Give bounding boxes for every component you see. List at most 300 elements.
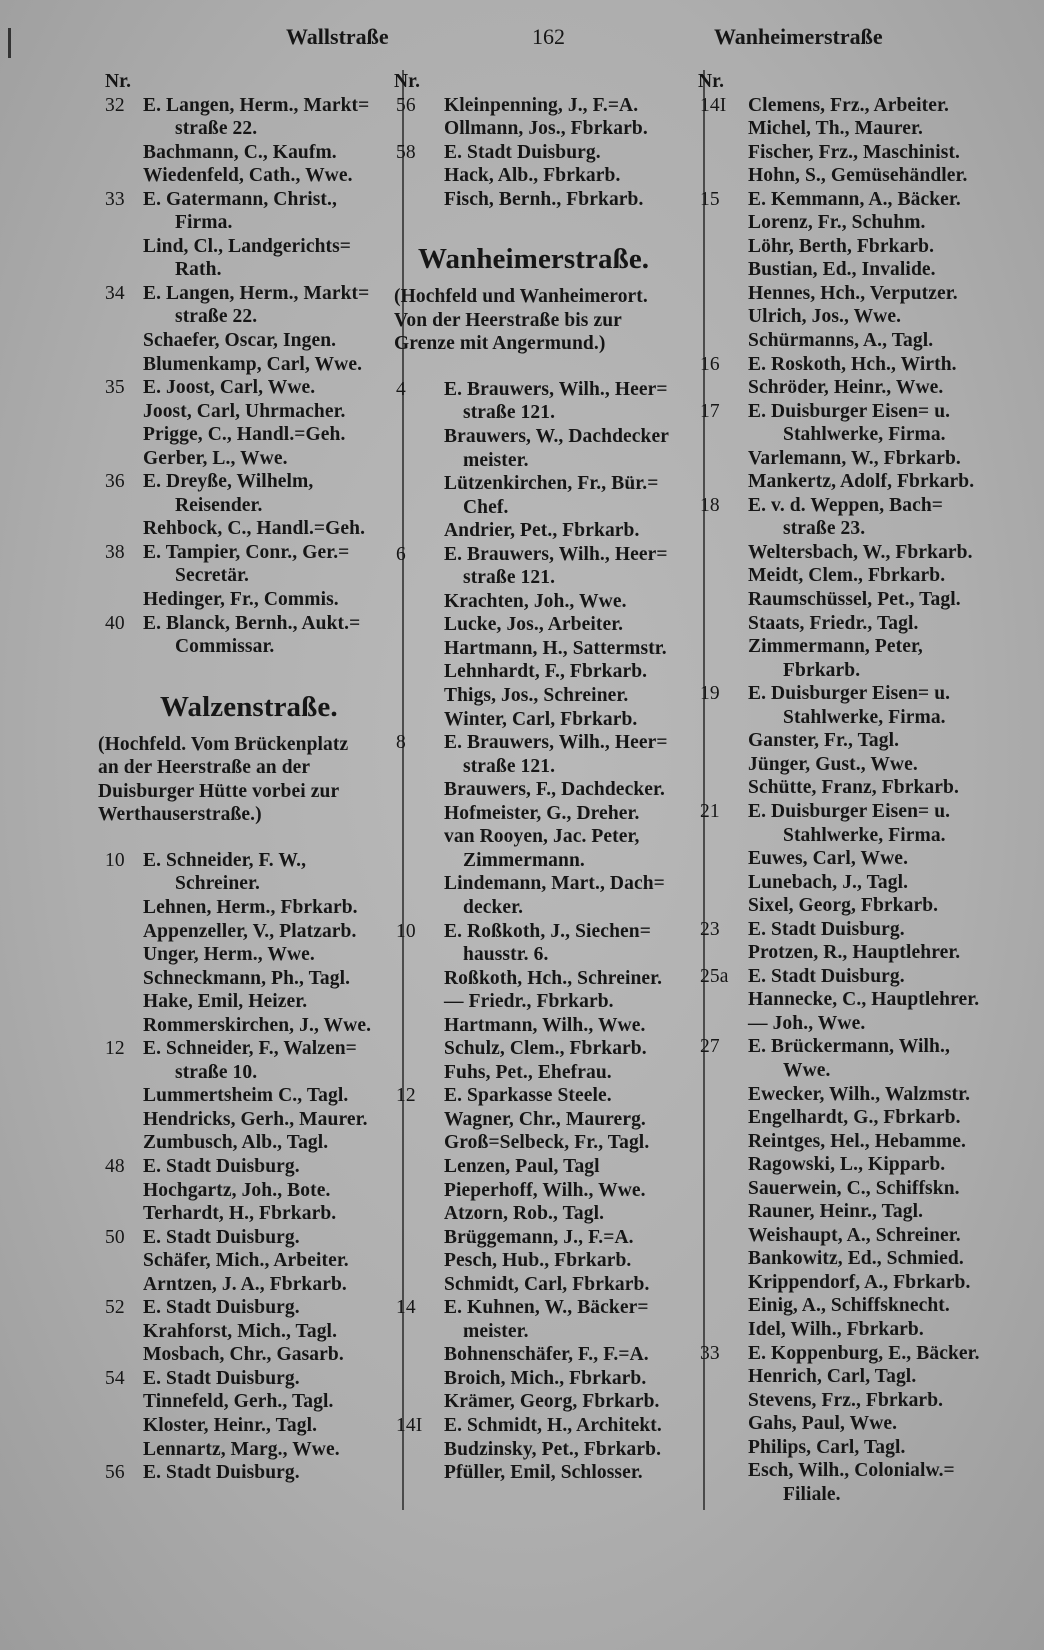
house-entry	[105, 1155, 397, 1179]
resident-entry	[712, 871, 1032, 895]
entry-text: Schmidt, Carl, Fbrkarb.	[444, 1273, 650, 1295]
resident-entry	[712, 1106, 1032, 1130]
entry-text: Hack, Alb., Fbrkarb.	[444, 165, 621, 187]
entry-text: Rauner, Heinr., Tagl.	[748, 1201, 924, 1223]
entry-text: Pesch, Hub., Fbrkarb.	[444, 1250, 632, 1272]
resident-entry	[105, 1084, 397, 1108]
entry-text: E. Joost, Carl, Wwe.	[143, 377, 316, 399]
street-description: Werthauserstraße.)	[98, 804, 262, 826]
entry-text: Hochgartz, Joh., Bote.	[143, 1179, 331, 1201]
entry-text: Brauwers, F., Dachdecker.	[444, 779, 665, 801]
resident-entry	[712, 329, 1032, 353]
entry-text: Weltersbach, W., Fbrkarb.	[748, 541, 973, 563]
resident-entry	[712, 164, 1032, 188]
house-number: 6	[396, 543, 406, 565]
entry-text: Hannecke, C., Hauptlehrer.	[748, 989, 980, 1011]
resident-entry	[408, 1438, 700, 1462]
spacer	[105, 827, 397, 849]
house-entry	[105, 541, 397, 565]
page-number: 162	[532, 24, 565, 49]
resident-entry	[712, 753, 1032, 777]
entry-text: Brauwers, W., Dachdecker	[444, 426, 670, 448]
entry-text: Secretär.	[175, 565, 249, 587]
resident-entry	[712, 941, 1032, 965]
resident-entry	[105, 943, 397, 967]
entry-text: Varlemann, W., Fbrkarb.	[748, 447, 961, 469]
entry-continuation	[408, 496, 700, 520]
house-entry	[700, 682, 1032, 706]
resident-entry	[105, 896, 397, 920]
house-number: 36	[105, 471, 125, 493]
entry-text: Andrier, Pet., Fbrkarb.	[444, 520, 640, 542]
entry-text: Krämer, Georg, Fbrkarb.	[444, 1391, 660, 1413]
spacer	[105, 659, 397, 681]
entry-text: Rath.	[175, 259, 222, 281]
entry-continuation	[105, 258, 397, 282]
entry-text: Hennes, Hch., Verputzer.	[748, 282, 958, 304]
resident-entry	[105, 353, 397, 377]
entry-text: Ollmann, Jos., Fbrkarb.	[444, 118, 648, 140]
house-entry	[700, 494, 1032, 518]
entry-text: Gahs, Paul, Wwe.	[748, 1413, 898, 1435]
house-number: 21	[700, 800, 720, 822]
house-number: 25a	[700, 965, 729, 987]
resident-entry	[105, 1390, 397, 1414]
resident-entry	[712, 847, 1032, 871]
resident-entry	[712, 282, 1032, 306]
house-entry	[105, 849, 397, 873]
entry-text: Henrich, Carl, Tagl.	[748, 1366, 917, 1388]
resident-entry	[712, 305, 1032, 329]
entry-text: Sauerwein, C., Schiffskn.	[748, 1177, 960, 1199]
resident-entry	[408, 188, 700, 212]
house-entry	[105, 1367, 397, 1391]
resident-entry	[712, 141, 1032, 165]
entry-text: E. Stadt Duisburg.	[748, 918, 905, 940]
column-left	[98, 70, 397, 1485]
entry-text: E. Roskoth, Hch., Wirth.	[748, 353, 957, 375]
entry-continuation	[712, 423, 1032, 447]
entry-text: E. Dreyße, Wilhelm,	[143, 471, 314, 493]
resident-entry	[408, 660, 700, 684]
resident-entry	[105, 329, 397, 353]
entry-text: Lunebach, J., Tagl.	[748, 871, 909, 893]
entry-continuation	[712, 824, 1032, 848]
entry-text: Stevens, Frz., Fbrkarb.	[748, 1389, 944, 1411]
entry-text: Lucke, Jos., Arbeiter.	[444, 614, 624, 636]
resident-entry	[408, 1155, 700, 1179]
house-number: 17	[700, 400, 720, 422]
entry-text: Wagner, Chr., Maurerg.	[444, 1108, 646, 1130]
entry-text: Lind, Cl., Landgerichts=	[143, 235, 352, 257]
house-number: 15	[700, 188, 720, 210]
house-entry	[700, 353, 1032, 377]
entry-text: Philips, Carl, Tagl.	[748, 1436, 906, 1458]
resident-entry	[408, 872, 700, 896]
house-number: 50	[105, 1226, 125, 1248]
entry-text: Stahlwerke, Firma.	[783, 824, 946, 846]
entry-text: Idel, Wilh., Fbrkarb.	[748, 1318, 924, 1340]
house-number: 12	[396, 1085, 416, 1107]
entry-text: Lehnen, Herm., Fbrkarb.	[143, 896, 358, 918]
entry-text: Krippendorf, A., Fbrkarb.	[748, 1271, 971, 1293]
entry-text: Bachmann, C., Kaufm.	[143, 141, 337, 163]
house-number: 10	[396, 920, 416, 942]
entry-text: Kleinpenning, J., F.=A.	[444, 94, 639, 116]
entry-continuation	[712, 1059, 1032, 1083]
resident-entry	[712, 1412, 1032, 1436]
house-number: 27	[700, 1036, 720, 1058]
entry-text: Mankertz, Adolf, Fbrkarb.	[748, 471, 975, 493]
house-entry	[396, 731, 700, 755]
entry-text: Schröder, Heinr., Wwe.	[748, 377, 944, 399]
resident-entry	[712, 894, 1032, 918]
entry-text: E. Brauwers, Wilh., Heer=	[444, 543, 668, 565]
house-entry	[700, 965, 1032, 989]
entry-text: Weishaupt, A., Schreiner.	[748, 1224, 961, 1246]
house-number: 12	[105, 1038, 125, 1060]
resident-entry	[105, 1320, 397, 1344]
entry-text: Schaefer, Oscar, Ingen.	[143, 330, 337, 352]
entry-text: straße 10.	[175, 1061, 258, 1083]
entry-continuation	[712, 1483, 1032, 1507]
entry-continuation	[408, 755, 700, 779]
entry-text: straße 23.	[783, 518, 866, 540]
entry-text: Pieperhoff, Wilh., Wwe.	[444, 1179, 646, 1201]
resident-entry	[712, 1200, 1032, 1224]
house-number: 14I	[396, 1414, 423, 1436]
resident-entry	[408, 1461, 700, 1485]
resident-entry	[712, 447, 1032, 471]
entry-text: Lenzen, Paul, Tagl	[444, 1155, 600, 1177]
resident-entry	[408, 1202, 700, 1226]
column-middle	[394, 70, 700, 1485]
entry-text: Fuhs, Pet., Ehefrau.	[444, 1061, 612, 1083]
resident-entry	[105, 967, 397, 991]
running-head-left: Wallstraße	[286, 24, 389, 49]
entry-text: E. Stadt Duisburg.	[143, 1462, 300, 1484]
entry-text: Thigs, Jos., Schreiner.	[444, 685, 629, 707]
entry-text: Appenzeller, V., Platzarb.	[143, 920, 357, 942]
entry-text: Bustian, Ed., Invalide.	[748, 259, 936, 281]
entry-text: E. Stadt Duisburg.	[143, 1226, 300, 1248]
entry-text: Lützenkirchen, Fr., Bür.=	[444, 473, 659, 495]
resident-entry	[105, 164, 397, 188]
house-entry	[105, 94, 397, 118]
entry-text: Zumbusch, Alb., Tagl.	[143, 1132, 329, 1154]
entry-text: Reintges, Hel., Hebamme.	[748, 1130, 966, 1152]
house-number: 4	[396, 378, 406, 400]
house-entry	[396, 920, 700, 944]
entry-text: Brüggemann, J., F.=A.	[444, 1226, 634, 1248]
resident-entry	[712, 1271, 1032, 1295]
entry-text: Kloster, Heinr., Tagl.	[143, 1414, 318, 1436]
entry-continuation	[105, 494, 397, 518]
resident-entry	[712, 1436, 1032, 1460]
entry-text: Ewecker, Wilh., Walzmstr.	[748, 1083, 971, 1105]
resident-entry	[712, 1130, 1032, 1154]
entry-text: Schneckmann, Ph., Tagl.	[143, 967, 351, 989]
entry-text: Zimmermann.	[463, 849, 585, 871]
house-number: 52	[105, 1297, 125, 1319]
entry-text: Lummertsheim C., Tagl.	[143, 1085, 349, 1107]
entry-text: E. Gatermann, Christ.,	[143, 188, 337, 210]
street-heading: Walzenstraße.	[160, 690, 338, 723]
house-entry	[105, 1461, 397, 1485]
house-entry	[105, 612, 397, 636]
entry-text: Filiale.	[783, 1483, 841, 1505]
resident-entry	[712, 470, 1032, 494]
entry-text: Commissar.	[175, 636, 275, 658]
entry-text: Atzorn, Rob., Tagl.	[444, 1203, 605, 1225]
entry-text: E. Blanck, Bernh., Aukt.=	[143, 612, 361, 634]
house-entry	[396, 141, 700, 165]
resident-entry	[105, 1014, 397, 1038]
entry-text: E. Kuhnen, W., Bäcker=	[444, 1297, 649, 1319]
entry-text: straße 121.	[463, 567, 556, 589]
house-number: 10	[105, 849, 125, 871]
resident-entry	[408, 778, 700, 802]
entry-text: Winter, Carl, Fbrkarb.	[444, 708, 638, 730]
resident-entry	[408, 1226, 700, 1250]
house-entry	[105, 1037, 397, 1061]
house-number: 58	[396, 141, 416, 163]
resident-entry	[408, 1061, 700, 1085]
house-number: 16	[700, 353, 720, 375]
house-number: 33	[700, 1342, 720, 1364]
entry-text: Clemens, Frz., Arbeiter.	[748, 94, 949, 116]
entry-continuation	[408, 566, 700, 590]
page-edge-mark	[8, 28, 11, 58]
entry-text: Gerber, L., Wwe.	[143, 447, 288, 469]
spacer	[408, 211, 700, 233]
resident-entry	[105, 400, 397, 424]
house-entry	[396, 378, 700, 402]
entry-text: Terhardt, H., Fbrkarb.	[143, 1203, 337, 1225]
entry-text: E. Roßkoth, J., Siechen=	[444, 920, 651, 942]
resident-entry	[408, 117, 700, 141]
entry-text: Ganster, Fr., Tagl.	[748, 730, 900, 752]
street-description: Von der Heerstraße bis zur	[394, 309, 622, 331]
resident-entry	[712, 1012, 1032, 1036]
resident-entry	[105, 1202, 397, 1226]
resident-entry	[712, 1318, 1032, 1342]
number-column-label: Nr.	[698, 71, 725, 92]
house-entry	[396, 543, 700, 567]
house-number: 8	[396, 732, 406, 754]
resident-entry	[712, 117, 1032, 141]
column-right	[698, 70, 1032, 1506]
resident-entry	[712, 588, 1032, 612]
house-entry	[396, 1084, 700, 1108]
entry-text: Arntzen, J. A., Fbrkarb.	[143, 1273, 347, 1295]
entry-text: Ragowski, L., Kipparb.	[748, 1154, 946, 1176]
resident-entry	[105, 447, 397, 471]
entry-text: meister.	[463, 449, 529, 471]
resident-entry	[712, 235, 1032, 259]
entry-continuation	[408, 1320, 700, 1344]
entry-continuation	[408, 449, 700, 473]
entry-text: E. Langen, Herm., Markt=	[143, 94, 370, 116]
entry-text: Jünger, Gust., Wwe.	[748, 753, 918, 775]
entry-text: E. Duisburger Eisen= u.	[748, 683, 951, 705]
resident-entry	[712, 1365, 1032, 1389]
house-entry	[105, 1296, 397, 1320]
house-number: 19	[700, 683, 720, 705]
house-entry	[105, 188, 397, 212]
resident-entry	[712, 1389, 1032, 1413]
entry-text: Hartmann, Wilh., Wwe.	[444, 1014, 646, 1036]
entry-text: Protzen, R., Hauptlehrer.	[748, 942, 961, 964]
entry-continuation	[105, 635, 397, 659]
entry-text: Staats, Friedr., Tagl.	[748, 612, 919, 634]
house-number: 56	[105, 1462, 125, 1484]
entry-continuation	[712, 517, 1032, 541]
house-number: 34	[105, 282, 125, 304]
entry-text: Hohn, S., Gemüsehändler.	[748, 165, 968, 187]
entry-text: Lennartz, Marg., Wwe.	[143, 1438, 340, 1460]
number-column-label: Nr.	[105, 71, 132, 92]
resident-entry	[408, 472, 700, 496]
house-number: 14I	[700, 94, 727, 116]
entry-text: Zimmermann, Peter,	[748, 636, 923, 658]
entry-text: Hake, Emil, Heizer.	[143, 991, 308, 1013]
entry-text: Krachten, Joh., Wwe.	[444, 590, 627, 612]
house-entry	[396, 1296, 700, 1320]
resident-entry	[712, 376, 1032, 400]
resident-entry	[408, 967, 700, 991]
entry-text: Hofmeister, G., Dreher.	[444, 802, 640, 824]
house-entry	[700, 94, 1032, 118]
entry-text: straße 121.	[463, 402, 556, 424]
resident-entry	[408, 1108, 700, 1132]
entry-text: straße 22.	[175, 118, 258, 140]
resident-entry	[105, 1179, 397, 1203]
house-number: 48	[105, 1155, 125, 1177]
resident-entry	[105, 1343, 397, 1367]
entry-text: Fischer, Frz., Maschinist.	[748, 141, 961, 163]
entry-text: Raumschüssel, Pet., Tagl.	[748, 589, 961, 611]
house-entry	[700, 918, 1032, 942]
resident-entry	[408, 613, 700, 637]
resident-entry	[105, 235, 397, 259]
resident-entry	[408, 164, 700, 188]
entry-continuation	[105, 872, 397, 896]
house-number: 18	[700, 494, 720, 516]
entry-text: Rehbock, C., Handl.=Geh.	[143, 518, 366, 540]
entry-text: Euwes, Carl, Wwe.	[748, 848, 909, 870]
house-number: 54	[105, 1367, 125, 1389]
entry-text: Schäfer, Mich., Arbeiter.	[143, 1250, 349, 1272]
number-column-label: Nr.	[394, 71, 421, 92]
entry-text: E. Tampier, Conr., Ger.=	[143, 541, 350, 563]
entry-text: Ulrich, Jos., Wwe.	[748, 306, 902, 328]
entry-text: E. v. d. Weppen, Bach=	[748, 494, 944, 516]
resident-entry	[712, 635, 1032, 659]
entry-text: Schürmanns, A., Tagl.	[748, 330, 934, 352]
house-entry	[396, 94, 700, 118]
entry-text: E. Schmidt, H., Architekt.	[444, 1414, 662, 1436]
entry-text: Joost, Carl, Uhrmacher.	[143, 400, 346, 422]
entry-text: — Joh., Wwe.	[748, 1012, 866, 1034]
entry-text: E. Kemmann, A., Bäcker.	[748, 188, 961, 210]
house-number: 56	[396, 94, 416, 116]
resident-entry	[408, 802, 700, 826]
resident-entry	[105, 517, 397, 541]
street-description: an der Heerstraße an der	[98, 757, 311, 779]
entry-text: Hartmann, H., Sattermstr.	[444, 637, 667, 659]
resident-entry	[712, 541, 1032, 565]
entry-text: Schütte, Franz, Fbrkarb.	[748, 777, 959, 799]
entry-text: meister.	[463, 1320, 529, 1342]
entry-continuation	[712, 706, 1032, 730]
resident-entry	[408, 1390, 700, 1414]
street-description: Duisburger Hütte vorbei zur	[98, 780, 340, 802]
resident-entry	[408, 1343, 700, 1367]
house-entry	[700, 400, 1032, 424]
resident-entry	[712, 612, 1032, 636]
entry-text: E. Sparkasse Steele.	[444, 1085, 612, 1107]
entry-text: — Friedr., Fbrkarb.	[444, 991, 614, 1013]
entry-text: van Rooyen, Jac. Peter,	[444, 826, 640, 848]
house-entry	[105, 1226, 397, 1250]
entry-text: Fbrkarb.	[783, 659, 861, 681]
house-number: 23	[700, 918, 720, 940]
entry-continuation	[408, 943, 700, 967]
house-entry	[396, 1414, 700, 1438]
running-head-right: Wanheimerstraße	[714, 24, 883, 49]
resident-entry	[105, 1131, 397, 1155]
resident-entry	[408, 1014, 700, 1038]
entry-text: Stahlwerke, Firma.	[783, 424, 946, 446]
house-number: 40	[105, 612, 125, 634]
resident-entry	[712, 729, 1032, 753]
house-entry	[700, 1035, 1032, 1059]
house-entry	[700, 188, 1032, 212]
house-number: 35	[105, 377, 125, 399]
entry-text: Bankowitz, Ed., Schmied.	[748, 1248, 964, 1270]
resident-entry	[712, 1294, 1032, 1318]
resident-entry	[105, 1108, 397, 1132]
entry-text: Esch, Wilh., Colonialw.=	[748, 1460, 955, 1482]
entry-text: Tinnefeld, Gerh., Tagl.	[143, 1391, 334, 1413]
resident-entry	[712, 564, 1032, 588]
entry-text: straße 121.	[463, 755, 556, 777]
street-heading: Wanheimerstraße.	[418, 243, 650, 276]
entry-continuation	[105, 305, 397, 329]
entry-text: Broich, Mich., Fbrkarb.	[444, 1367, 647, 1389]
resident-entry	[712, 1083, 1032, 1107]
entry-text: Michel, Th., Maurer.	[748, 118, 923, 140]
resident-entry	[105, 990, 397, 1014]
resident-entry	[408, 1249, 700, 1273]
entry-text: Krahforst, Mich., Tagl.	[143, 1320, 338, 1342]
entry-continuation	[408, 896, 700, 920]
entry-text: E. Koppenburg, E., Bäcker.	[748, 1342, 980, 1364]
entry-text: Chef.	[463, 496, 509, 518]
entry-text: Schulz, Clem., Fbrkarb.	[444, 1038, 647, 1060]
entry-text: hausstr. 6.	[463, 944, 549, 966]
entry-text: Stahlwerke, Firma.	[783, 706, 946, 728]
resident-entry	[712, 1224, 1032, 1248]
entry-text: E. Brauwers, Wilh., Heer=	[444, 378, 668, 400]
resident-entry	[712, 1247, 1032, 1271]
entry-text: E. Duisburger Eisen= u.	[748, 400, 951, 422]
resident-entry	[105, 1438, 397, 1462]
entry-continuation	[105, 564, 397, 588]
resident-entry	[105, 141, 397, 165]
entry-text: E. Brückermann, Wilh.,	[748, 1036, 950, 1058]
